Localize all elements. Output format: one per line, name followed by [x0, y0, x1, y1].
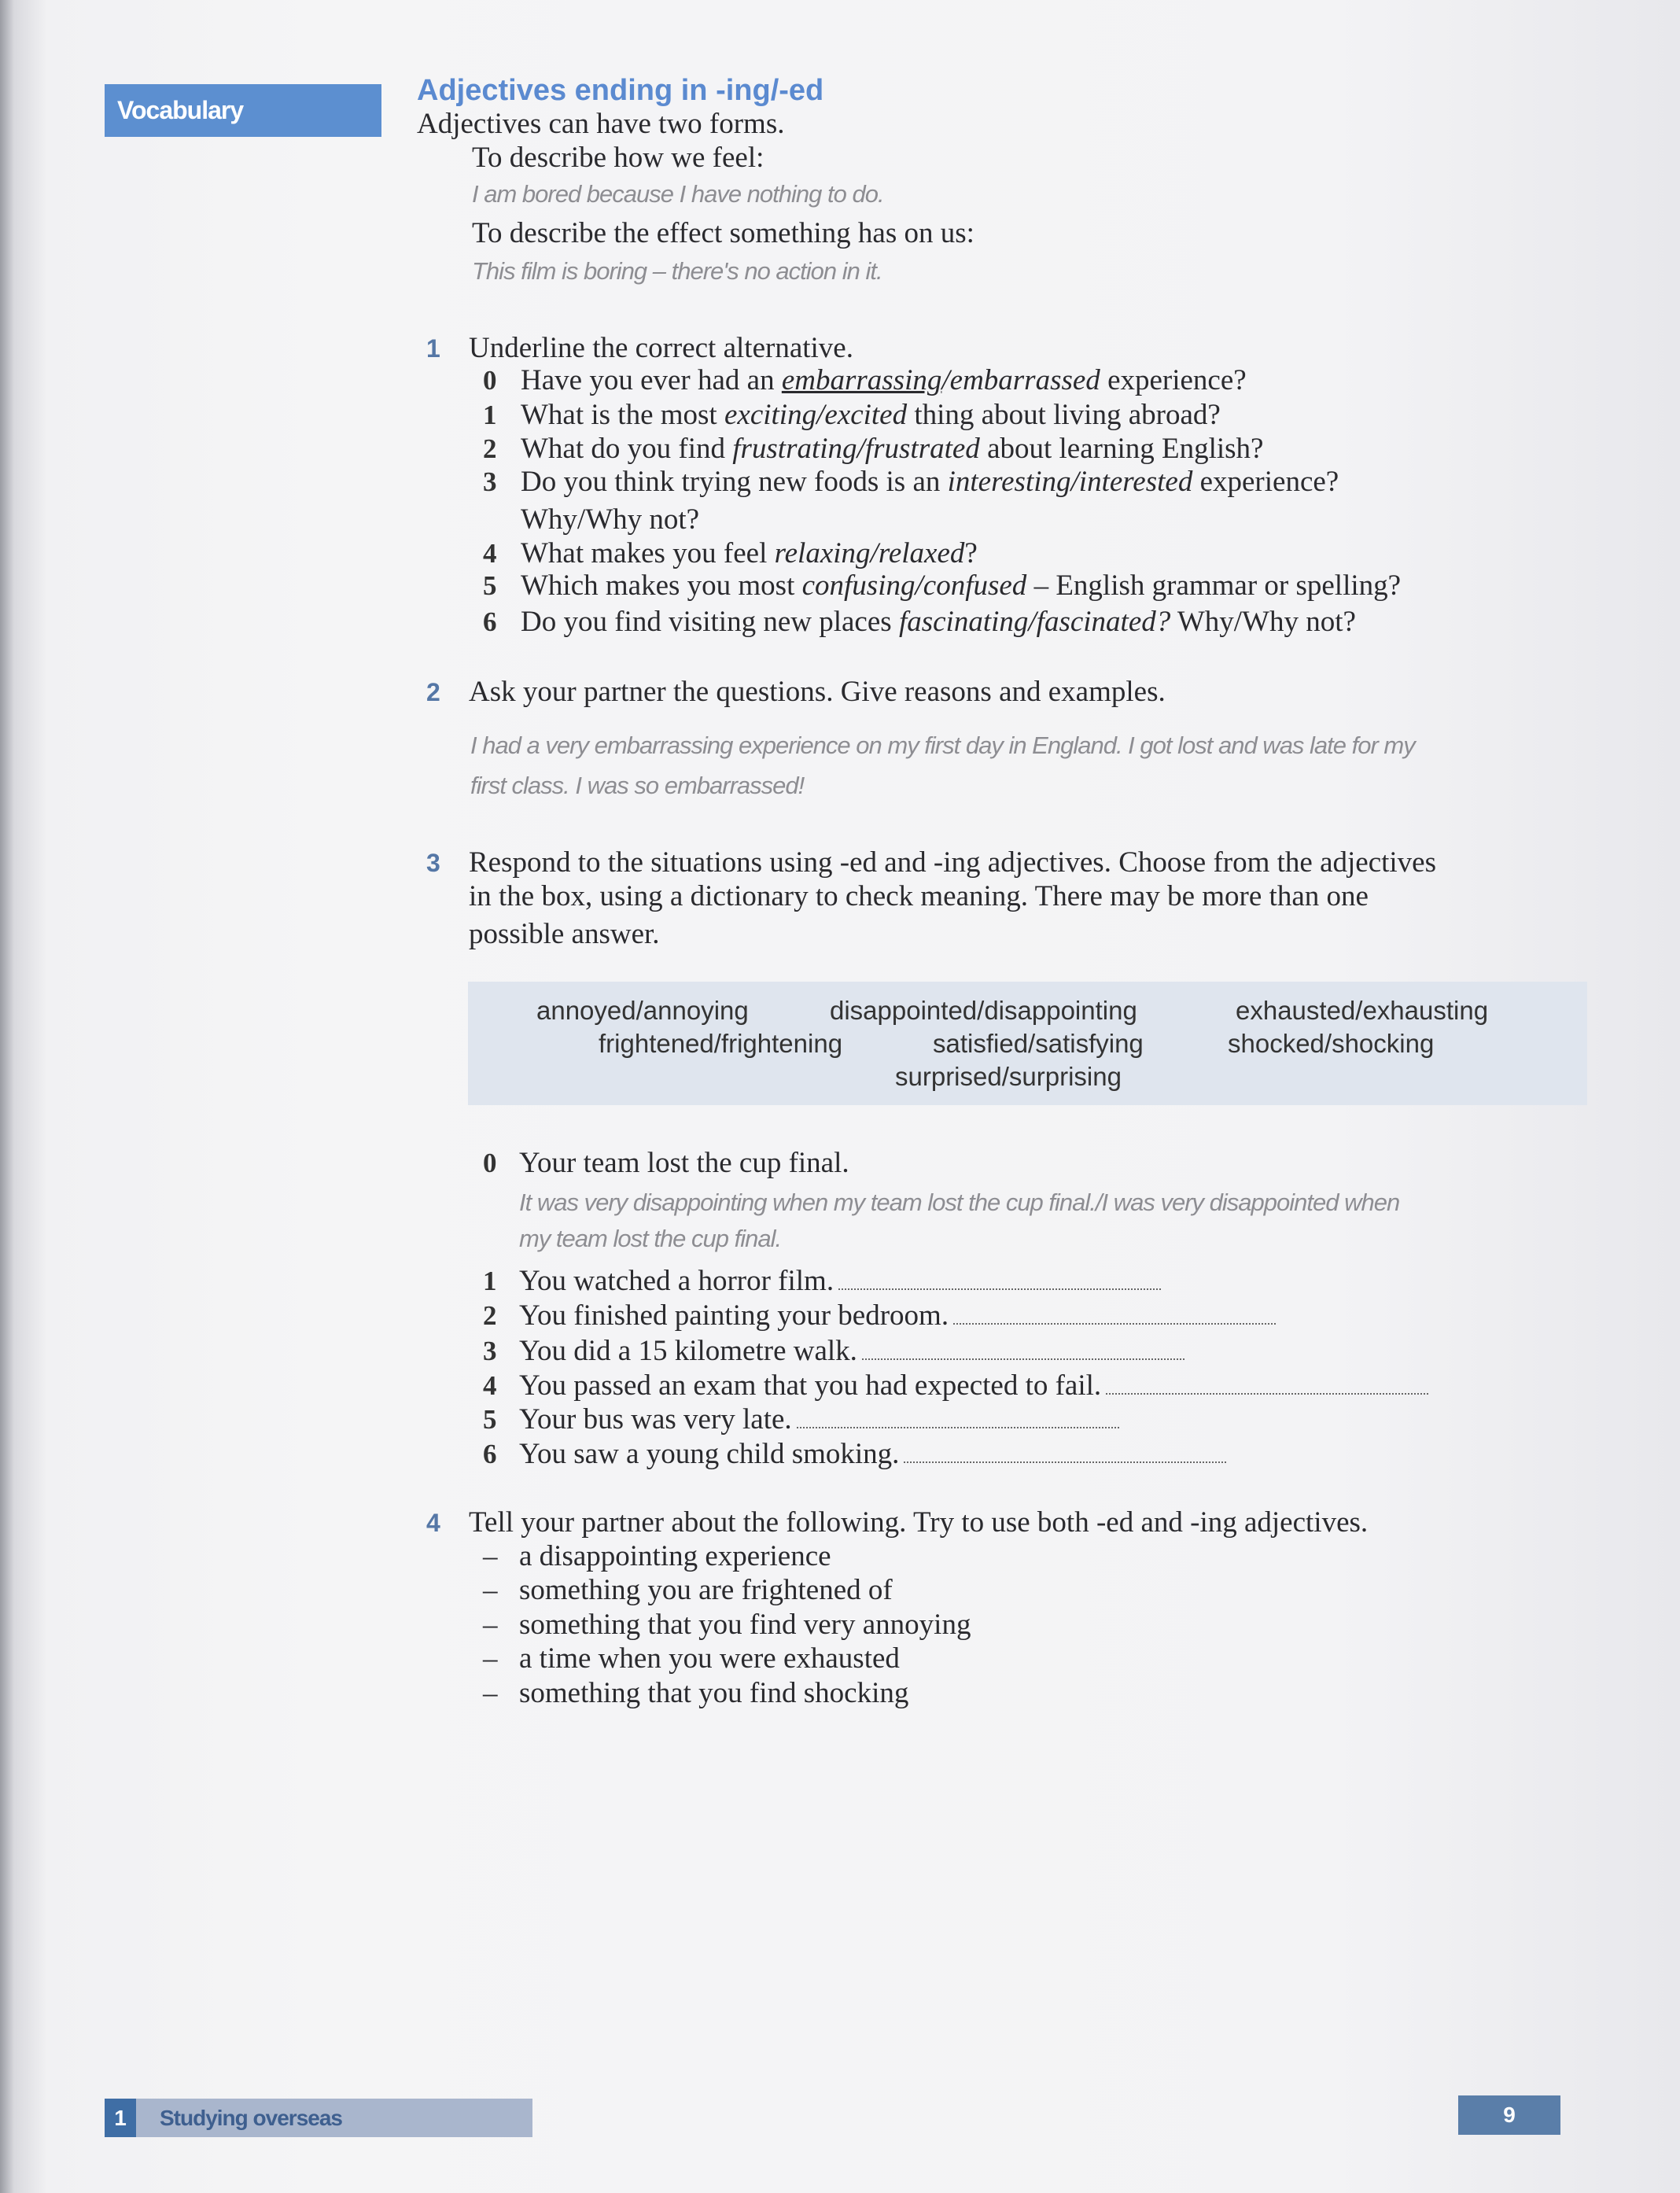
item-number: 4: [483, 538, 497, 569]
question-text: [521, 363, 1247, 398]
question-pre: What is the most: [521, 399, 724, 431]
bullet-dash: –: [483, 1642, 498, 1675]
item-number: 2: [483, 433, 497, 464]
alternative-option[interactable]: fascinated?: [1036, 606, 1171, 638]
alternative-option[interactable]: exciting: [724, 399, 817, 431]
alternative-option[interactable]: embarrassing: [781, 364, 942, 396]
situation-line: [519, 1299, 1276, 1333]
exercise-instruction: Ask your partner the questions. Give reasons and examples.: [469, 676, 1166, 708]
question-pre: What do you find: [521, 433, 733, 465]
question-post: thing about living abroad?: [907, 399, 1221, 431]
situation-text: You watched a horror film.: [519, 1265, 834, 1297]
answer-blank[interactable]: [838, 1265, 1161, 1290]
answer-blank[interactable]: [953, 1299, 1276, 1325]
alternative-separator: /: [915, 569, 923, 602]
situation-text: You passed an exam that you had expected to fail.: [519, 1369, 1102, 1402]
alternative-separator: /: [816, 399, 825, 431]
box-word: disappointed/disappointing: [830, 996, 1137, 1025]
item-number: 2: [483, 1300, 497, 1331]
situation-text: Your team lost the cup final.: [519, 1147, 849, 1179]
discussion-topic: something that you find very annoying: [519, 1609, 971, 1641]
item-number: 0: [483, 365, 497, 396]
alternative-option[interactable]: interested: [1078, 466, 1193, 498]
alternative-separator: /: [870, 537, 879, 569]
situation-line: [519, 1334, 1184, 1369]
box-word: surprised/surprising: [895, 1062, 1122, 1091]
box-word: frightened/frightening: [599, 1029, 843, 1058]
alternative-separator: /: [941, 364, 950, 396]
alternative-option[interactable]: frustrated: [864, 433, 980, 465]
exercise-number: 1: [426, 334, 440, 363]
discussion-topic: a time when you were exhausted: [519, 1642, 900, 1675]
exercise-instruction: possible answer.: [469, 918, 660, 950]
item-number: 5: [483, 570, 497, 601]
unit-number: 1: [105, 2099, 136, 2137]
alternative-option[interactable]: fascinating: [898, 606, 1029, 638]
alternative-option[interactable]: interesting: [947, 466, 1071, 498]
bullet-dash: –: [483, 1540, 498, 1572]
question-post: experience?: [1192, 466, 1339, 498]
intro-example: I am bored because I have nothing to do.: [472, 180, 884, 208]
situation-text: You did a 15 kilometre walk.: [519, 1335, 857, 1367]
question-text: [521, 569, 1401, 603]
alternative-option[interactable]: relaxed: [878, 537, 965, 569]
intro-text: To describe how we feel:: [472, 142, 764, 174]
exercise-number: 2: [426, 678, 440, 706]
box-word: satisfied/satisfying: [933, 1029, 1144, 1058]
exercise-example: first class. I was so embarrassed!: [470, 772, 805, 799]
discussion-topic: something that you find shocking: [519, 1677, 909, 1709]
bullet-dash: –: [483, 1677, 498, 1709]
answer-blank[interactable]: [862, 1335, 1184, 1360]
example-answer: my team lost the cup final.: [519, 1225, 782, 1252]
alternative-option[interactable]: confusing: [801, 569, 916, 602]
item-number: 1: [483, 400, 497, 430]
exercise-instruction: in the box, using a dictionary to check meaning. There may be more than one: [469, 880, 1369, 912]
item-number: 6: [483, 606, 497, 637]
answer-blank[interactable]: [1106, 1369, 1428, 1395]
item-number: 1: [483, 1266, 497, 1296]
question-pre: Do you think trying new foods is an: [521, 466, 948, 498]
question-pre: Do you find visiting new places: [521, 606, 899, 638]
section-title: Adjectives ending in -ing/-ed: [417, 74, 824, 107]
exercise-instruction: Respond to the situations using -ed and -ing adjectives. Choose from the adjectives: [469, 846, 1436, 879]
exercise-number: 3: [426, 849, 440, 877]
situation-line: [519, 1264, 1161, 1299]
exercise-instruction: Underline the correct alternative.: [469, 332, 853, 364]
alternative-option[interactable]: frustrating: [732, 433, 857, 465]
question-pre: Which makes you most: [521, 569, 802, 602]
box-word: exhausted/exhausting: [1236, 996, 1489, 1025]
question-pre: What makes you feel: [521, 537, 775, 569]
box-word: shocked/shocking: [1228, 1029, 1435, 1058]
situation-line: [519, 1369, 1428, 1403]
bullet-dash: –: [483, 1609, 498, 1641]
question-post: ?: [964, 537, 978, 569]
situation-text: Your bus was very late.: [519, 1403, 792, 1436]
question-text: [521, 605, 1356, 639]
item-number: 3: [483, 1336, 497, 1366]
discussion-topic: a disappointing experience: [519, 1540, 831, 1572]
intro-text: Adjectives can have two forms.: [417, 108, 785, 140]
question-text: [521, 432, 1263, 466]
question-text: [521, 465, 1339, 499]
intro-text: To describe the effect something has on us:: [472, 217, 974, 249]
intro-example: This film is boring – there's no action in it.: [472, 257, 882, 285]
question-post: Why/Why not?: [1170, 606, 1356, 638]
unit-title: Studying overseas: [160, 2106, 342, 2130]
item-number: 3: [483, 466, 497, 497]
item-number: 0: [483, 1148, 497, 1178]
question-post: – English grammar or spelling?: [1026, 569, 1402, 602]
situation-line: [519, 1437, 1226, 1472]
item-number: 6: [483, 1439, 497, 1469]
exercise-example: I had a very embarrassing experience on my first day in England. I got lost and was late for my: [470, 732, 1415, 759]
item-number: 4: [483, 1370, 497, 1401]
alternative-option[interactable]: confused: [923, 569, 1027, 602]
alternative-separator: /: [857, 433, 865, 465]
answer-blank[interactable]: [797, 1403, 1119, 1428]
question-text: [521, 398, 1221, 433]
question-continuation: Why/Why not?: [521, 503, 700, 536]
alternative-option[interactable]: relaxing: [774, 537, 871, 569]
exercise-number: 4: [426, 1509, 440, 1537]
alternative-option[interactable]: excited: [824, 399, 908, 431]
situation-text: You finished painting your bedroom.: [519, 1299, 949, 1332]
situation-line: [519, 1402, 1119, 1437]
alternative-separator: /: [1070, 466, 1079, 498]
alternative-option[interactable]: embarrassed: [949, 364, 1100, 396]
discussion-topic: something you are frightened of: [519, 1574, 893, 1606]
question-pre: Have you ever had an: [521, 364, 782, 396]
page-number: 9: [1458, 2095, 1560, 2135]
bullet-dash: –: [483, 1574, 498, 1606]
situation-text: You saw a young child smoking.: [519, 1438, 900, 1470]
question-text: [521, 536, 978, 571]
question-post: about learning English?: [979, 433, 1264, 465]
section-label-vocabulary: Vocabulary: [105, 84, 381, 137]
item-number: 5: [483, 1404, 497, 1435]
exercise-instruction: Tell your partner about the following. Try to use both -ed and -ing adjectives.: [469, 1506, 1369, 1539]
answer-blank[interactable]: [904, 1438, 1226, 1463]
example-answer: It was very disappointing when my team lost the cup final./I was very disappointed when: [519, 1189, 1400, 1216]
alternative-separator: /: [1028, 606, 1037, 638]
question-post: experience?: [1100, 364, 1247, 396]
box-word: annoyed/annoying: [536, 996, 749, 1025]
